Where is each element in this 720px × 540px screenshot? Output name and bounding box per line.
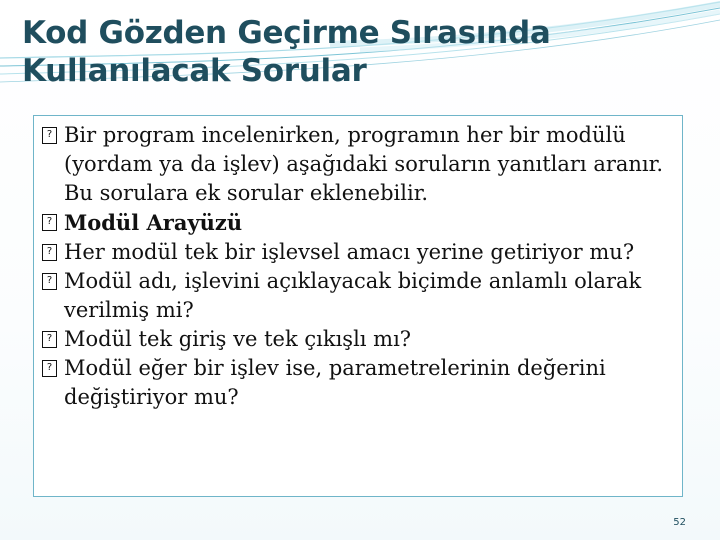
bullet-item [34, 354, 682, 412]
bullet-item [34, 208, 682, 238]
bullet-text: Modül eğer bir işlev ise, parametrelerinin değerini değiştiriyor mu? [64, 356, 606, 409]
bullet-text: Modül Arayüzü [64, 210, 243, 235]
bullet-item [34, 267, 682, 325]
missing-glyph-bullet-icon: ? [42, 214, 57, 231]
missing-glyph-bullet-icon: ? [42, 273, 57, 290]
bullet-text: Her modül tek bir işlevsel amacı yerine getiriyor mu? [64, 240, 635, 264]
bullet-text: Modül adı, işlevini açıklayacak biçimde anlamlı olarak verilmiş mi? [64, 269, 642, 322]
page-number: 52 [673, 517, 686, 528]
missing-glyph-bullet-icon: ? [42, 360, 57, 377]
bullet-item [34, 121, 682, 208]
bullet-text: Modül tek giriş ve tek çıkışlı mı? [64, 327, 412, 351]
bullet-list [34, 121, 682, 412]
content-box [33, 115, 683, 497]
slide-title-line-1: Kod Gözden Geçirme Sırasında [22, 15, 551, 51]
bullet-text: Bir program incelenirken, programın her bir modülü (yordam ya da işlev) aşağıdaki soruların yanıtları aranır. Bu sorulara ek sorular eklenebilir. [64, 123, 664, 205]
missing-glyph-bullet-icon: ? [42, 331, 57, 348]
missing-glyph-bullet-icon: ? [42, 244, 57, 261]
slide-title-line-2: Kullanılacak Sorular [22, 53, 367, 89]
missing-glyph-bullet-icon: ? [42, 127, 57, 144]
bullet-item [34, 325, 682, 354]
bullet-item [34, 238, 682, 267]
slide-title [22, 14, 662, 90]
